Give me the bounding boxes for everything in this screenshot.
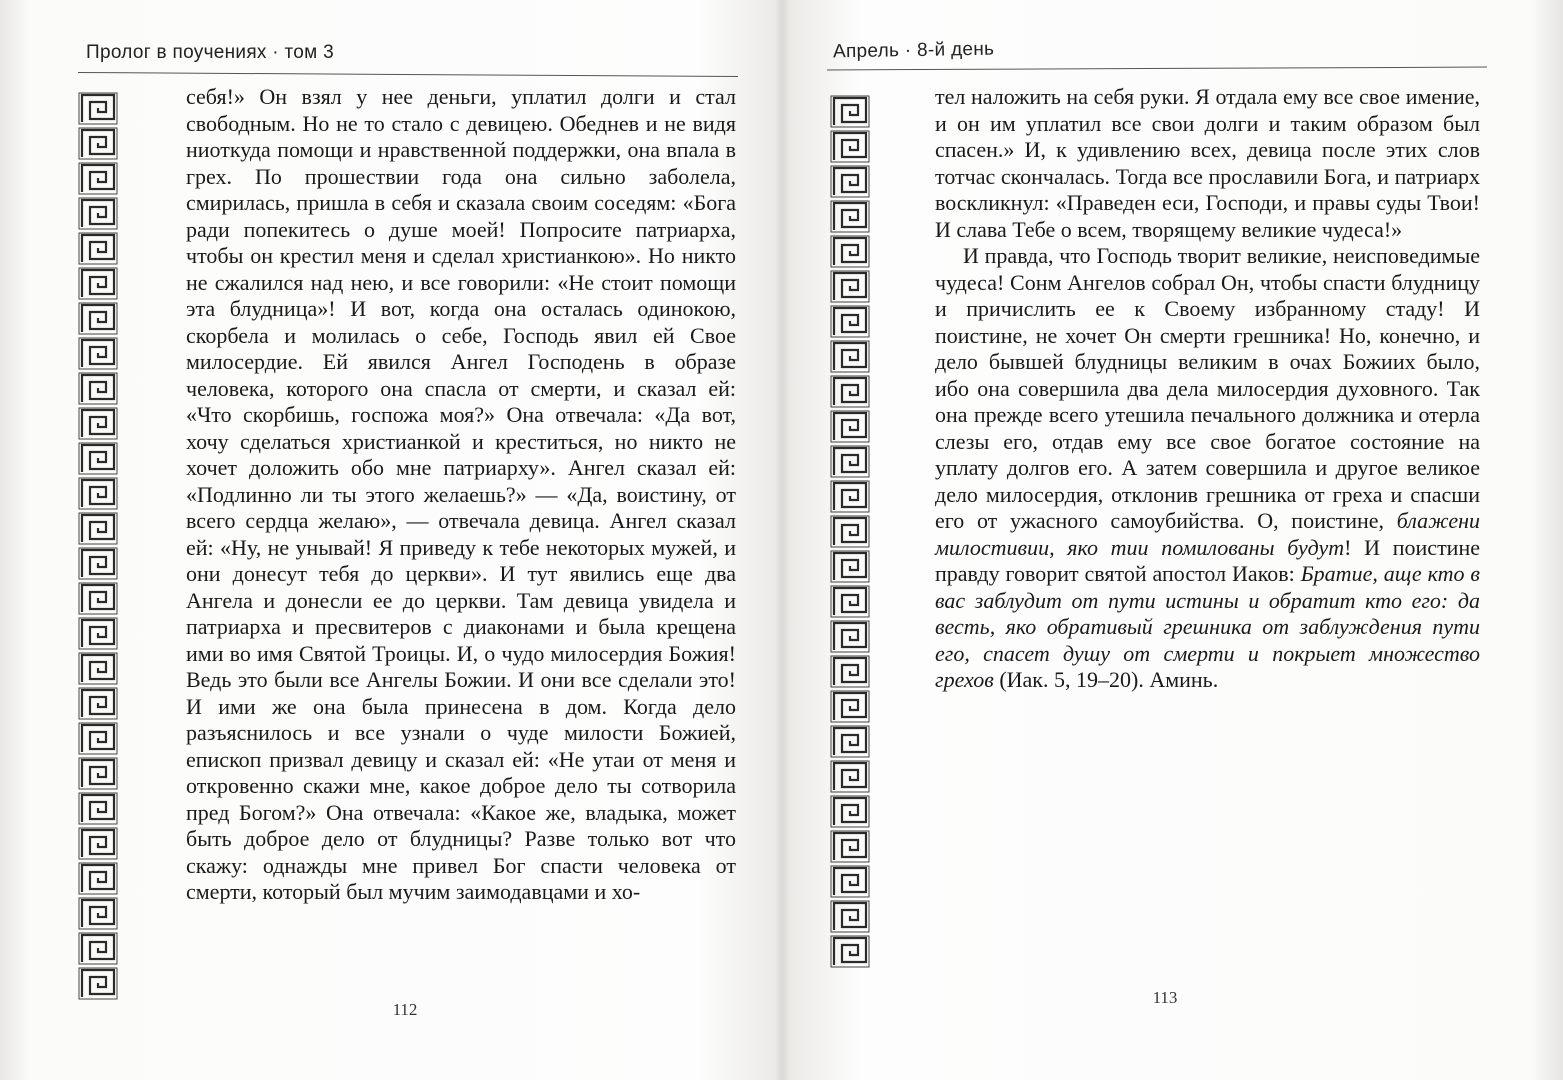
meander-tile: [78, 792, 118, 825]
meander-tile: [830, 305, 870, 338]
meander-tile: [78, 197, 118, 230]
left-paragraph: себя!» Он взял у нее деньги, уплатил долги и стал свободным. Но не то стало с девицею. Обеднев и не видя ниоткуда помощи и нравственной поддержки, она впала в грех. По прошествии года она сильно заболела, смирилась, пришла в себя и сказала своим соседям: «Бога ради попекитесь о душе моей! Попросите патриарха, чтобы он крестил меня и сделал христианкою». Но никто не сжалился над нею, и все говорили: «Не стоит помощи эта блудница»! И вот, когда она осталась одинокою, скорбела и молилась о себе, Господь явил ей Свое милосердие. Ей явился Ангел Господень в образе человека, которого она спасла от смерти, и сказал ей: «Что скорбишь, госпожа моя?» Она отвечала: «Да вот, хочу сделаться христианкой и креститься, но никто не хочет доложить обо мне патриарху». Ангел сказал ей: «Подлинно ли ты этого желаешь?» — «Да, воистину, от всего сердца желаю», — отвечала девица. Ангел сказал ей: «Ну, не унывай! Я приведу к тебе некоторых мужей, и они донесут тебя до церкви». И тут явились еще два Ангела и донесли ее до церкви. Там девица увидела и патриарха и пресвитеров с диаконами и была крещена ими во имя Святой Троицы. И, о чудо милосердия Божия! Ведь это были все Ангелы Божии. И они все сделали это! И ими же она была принесена в дом. Когда дело разъяснилось и все узнали о чуде милости Божией, епископ призвал девицу и сказал ей: «Не утаи от меня и откровенно скажи мне, какое доброе дело ты сотворила пред Богом?» Она отвечала: «Какое же, владыка, может быть доброе дело от блудницы? Разве только вот что скажу: однажды мне привел Бог спасти человека от смерти, который был мучим заимодавцами и хо-: [186, 84, 736, 904]
meander-tile: [78, 617, 118, 650]
left-page: [0, 0, 780, 1080]
meander-tile: [78, 827, 118, 860]
meander-tile: [830, 935, 870, 968]
paragraph-2-citation: (Иак. 5, 19–20). Аминь.: [993, 667, 1219, 692]
meander-tile: [78, 897, 118, 930]
meander-tile: [830, 795, 870, 828]
meander-tile: [830, 865, 870, 898]
meander-tile: [830, 340, 870, 373]
right-page: [785, 0, 1563, 1080]
meander-tile: [78, 547, 118, 580]
left-page-number: 112: [392, 1000, 418, 1019]
meander-tile: [830, 725, 870, 758]
meander-tile: [830, 165, 870, 198]
meander-tile: [78, 687, 118, 720]
right-header-rule: [827, 67, 1487, 71]
meander-tile: [830, 270, 870, 303]
left-header-rule: [78, 72, 738, 77]
right-running-head: Апрель · 8-й день: [832, 38, 995, 63]
meander-tile: [78, 967, 118, 1000]
left-body-text: [186, 84, 736, 906]
meander-tile: [830, 620, 870, 653]
meander-tile: [830, 410, 870, 443]
greek-key-border-left: [78, 92, 118, 1000]
meander-tile: [78, 162, 118, 195]
meander-tile: [78, 862, 118, 895]
meander-tile: [830, 200, 870, 233]
left-running-head: Пролог в поучениях · том 3: [86, 42, 334, 63]
meander-tile: [830, 830, 870, 863]
right-paragraph-1: тел наложить на себя руки. Я отдала ему все свое имение, и он им уплатил все свои долги и таким образом был спасен.» И, к удивлению всех, девица после этих слов тотчас скончалась. Тогда все прославили Бога, и патриарх воскликнул: «Праведен еси, Господи, и правы суды Твои! И слава Тебе о всем, творящему великие чудеса!»: [935, 84, 1480, 242]
right-paragraph-2: [935, 243, 1480, 694]
right-body-text: [935, 84, 1480, 694]
meander-tile: [78, 372, 118, 405]
meander-tile: [830, 515, 870, 548]
meander-tile: [830, 655, 870, 688]
meander-tile: [830, 585, 870, 618]
meander-tile: [830, 760, 870, 793]
meander-tile: [78, 267, 118, 300]
meander-tile: [830, 480, 870, 513]
meander-tile: [830, 445, 870, 478]
meander-tile: [78, 232, 118, 265]
meander-tile: [78, 757, 118, 790]
meander-tile: [78, 302, 118, 335]
meander-tile: [78, 582, 118, 615]
meander-tile: [830, 550, 870, 583]
meander-tile: [830, 95, 870, 128]
meander-tile: [78, 127, 118, 160]
meander-tile: [830, 900, 870, 933]
meander-tile: [78, 442, 118, 475]
meander-tile: [78, 512, 118, 545]
meander-tile: [78, 477, 118, 510]
meander-tile: [830, 375, 870, 408]
paragraph-2-text-a: И правда, что Господь творит великие, неисповедимые чудеса! Сонм Ангелов собрал Он, чтобы спасти блудницу и причислить ее к Своему избранному стаду! И поистине, не хочет Он смерти грешника! Но, конечно, и дело бывшей блудницы великим в очах Божиих было, ибо она совершила два дела милосердия духовного. Так она прежде всего утешила печального должника и отерла слезы его, отдав ему все свое богатое состояние на уплату долгов его. А затем совершила и другое великое дело милосердия, отклонив грешника от греха и спасши его от ужасного самоубийства. О, поистине,: [935, 243, 1480, 533]
paragraph-2-text-b: ! И поистине правду говорит святой апостол Иаков:: [935, 534, 1480, 586]
meander-tile: [78, 932, 118, 965]
epistle-quote: Братие, аще кто в вас заблудит от пути истины и обратит кто его: да весть, яко обративый грешника от заблуждения пути его, спасет душу от смерти и покрыет множество грехов: [935, 561, 1480, 692]
greek-key-border-right: [830, 95, 870, 968]
meander-tile: [830, 130, 870, 163]
meander-tile: [78, 407, 118, 440]
meander-tile: [830, 235, 870, 268]
meander-tile: [78, 337, 118, 370]
beatitude-quote: блажени милостивии, яко тии помилованы будут: [935, 508, 1480, 560]
meander-tile: [78, 652, 118, 685]
meander-tile: [78, 92, 118, 125]
right-page-number: 113: [1152, 988, 1178, 1007]
meander-tile: [78, 722, 118, 755]
meander-tile: [830, 690, 870, 723]
